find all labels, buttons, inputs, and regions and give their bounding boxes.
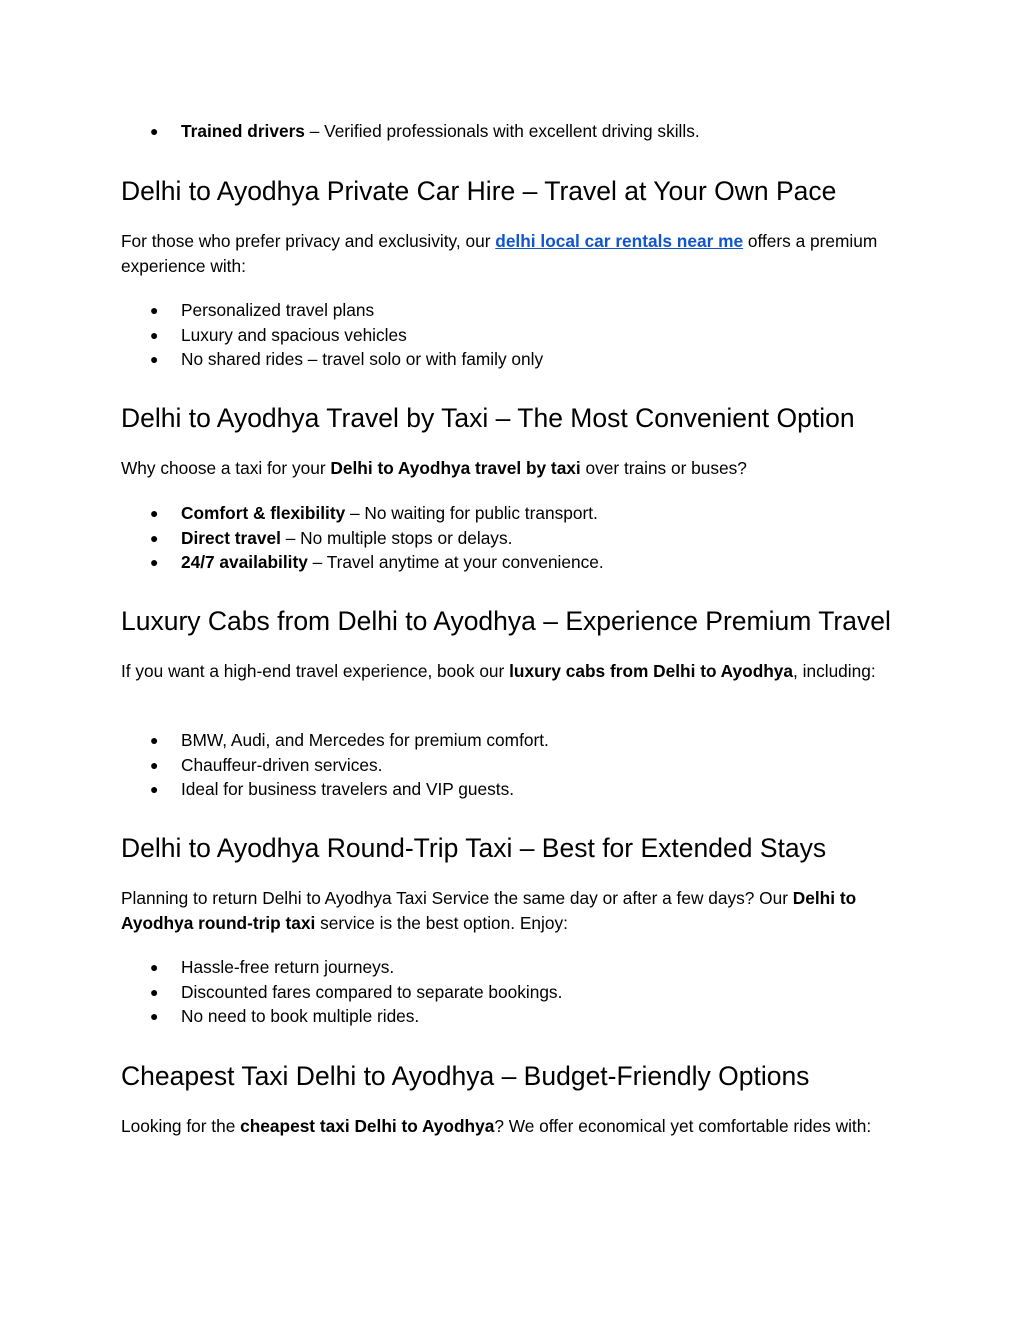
delhi-local-car-rentals-link[interactable]: delhi local car rentals near me [495,231,744,251]
bullet-icon: ● [150,732,159,748]
bullet-list [150,298,910,372]
bullet-text: Luxury and spacious vehicles [181,324,407,345]
section-heading: Luxury Cabs from Delhi to Ayodhya – Experience Premium Travel [121,606,891,636]
list-item [150,526,910,551]
para-text: service is the best option. Enjoy: [315,912,568,933]
bullet-bold-text: Trained drivers [181,121,305,141]
para-text: Why choose a taxi for your [121,458,331,478]
bullet-text: – Travel anytime at your convenience. [307,552,604,572]
section-heading: Delhi to Ayodhya Private Car Hire – Travel at Your Own Pace [121,176,837,206]
para-text: , including: [793,661,876,681]
list-item [150,501,910,526]
bullet-icon: ● [150,326,159,343]
bullet-icon: ● [150,505,159,521]
bullet-text: Ideal for business travelers and VIP guests. [181,779,515,799]
section-heading: Delhi to Ayodhya Travel by Taxi – The Most Convenient Option [121,403,855,433]
bullet-text: Chauffeur-driven services. [181,754,383,775]
bullet-icon: ● [150,123,159,139]
list-item [150,298,910,323]
para-text: Planning to return Delhi to Ayodhya Taxi Service the same day or after a few days? Our [121,888,793,908]
para-text: For those who prefer privacy and exclusivity, our [121,231,496,251]
bullet-text: – No waiting for public transport. [345,503,598,523]
bullet-icon: ● [150,302,159,318]
bullet-bold-text: Comfort & flexibility [181,503,346,523]
bullet-list [150,728,910,802]
bullet-text: – No multiple stops or delays. [280,527,513,548]
section-cheapest-taxi [121,1059,901,1093]
bullet-bold-text: Direct travel [181,527,281,548]
para-text: offers a premium experience with: [121,231,878,276]
section-paragraph [121,1114,901,1139]
para-text: Looking for the [121,1116,241,1136]
para-text: If you want a high-end travel experience, book our [121,661,510,681]
bullet-text: No shared rides – travel solo or with family only [181,349,544,369]
section-luxury-cabs [121,604,901,638]
bullet-icon: ● [150,781,159,797]
section-heading: Delhi to Ayodhya Round-Trip Taxi – Best for Extended Stays [121,833,827,863]
bullet-icon: ● [150,983,159,1000]
para-text: over trains or buses? [580,458,747,478]
section-private-car-hire [121,174,901,208]
list-item [150,1004,910,1029]
bullet-text: – Verified professionals with excellent driving skills. [304,121,700,141]
section-paragraph [121,886,901,935]
bullet-text: Hassle-free return journeys. [181,957,395,977]
bullet-icon: ● [150,351,159,367]
list-item [150,955,910,980]
section-travel-by-taxi [121,401,901,435]
bullet-bold-text: 24/7 availability [181,552,308,572]
bullet-icon: ● [150,554,159,570]
list-item [150,728,910,753]
bullet-list [150,955,910,1029]
para-bold-text: Delhi to Ayodhya round-trip taxi [121,888,857,933]
section-heading: Cheapest Taxi Delhi to Ayodhya – Budget-Friendly Options [121,1061,810,1091]
bullet-icon: ● [150,529,159,546]
bullet-text: Discounted fares compared to separate bookings. [181,981,563,1002]
bullet-text: Personalized travel plans [181,300,375,320]
bullet-text: BMW, Audi, and Mercedes for premium comfort. [181,730,549,750]
para-bold-text: cheapest taxi Delhi to Ayodhya [240,1116,495,1136]
bullet-list [150,501,910,575]
section-paragraph [121,456,901,481]
list-item [150,980,910,1005]
bullet-icon: ● [150,1008,159,1024]
section-paragraph [121,659,901,684]
list-item [150,119,910,144]
para-text: ? We offer economical yet comfortable rides with: [494,1116,872,1136]
list-item [150,777,910,802]
para-bold-text: Delhi to Ayodhya travel by taxi [330,458,581,478]
section-round-trip [121,831,901,865]
bullet-icon: ● [150,959,159,975]
intro-bullet-list [150,119,910,144]
bullet-icon: ● [150,756,159,773]
para-bold-text: luxury cabs from Delhi to Ayodhya [509,661,794,681]
list-item [150,323,910,348]
section-paragraph [121,229,901,278]
list-item [150,550,910,575]
list-item [150,347,910,372]
list-item [150,753,910,778]
bullet-text: No need to book multiple rides. [181,1006,420,1026]
